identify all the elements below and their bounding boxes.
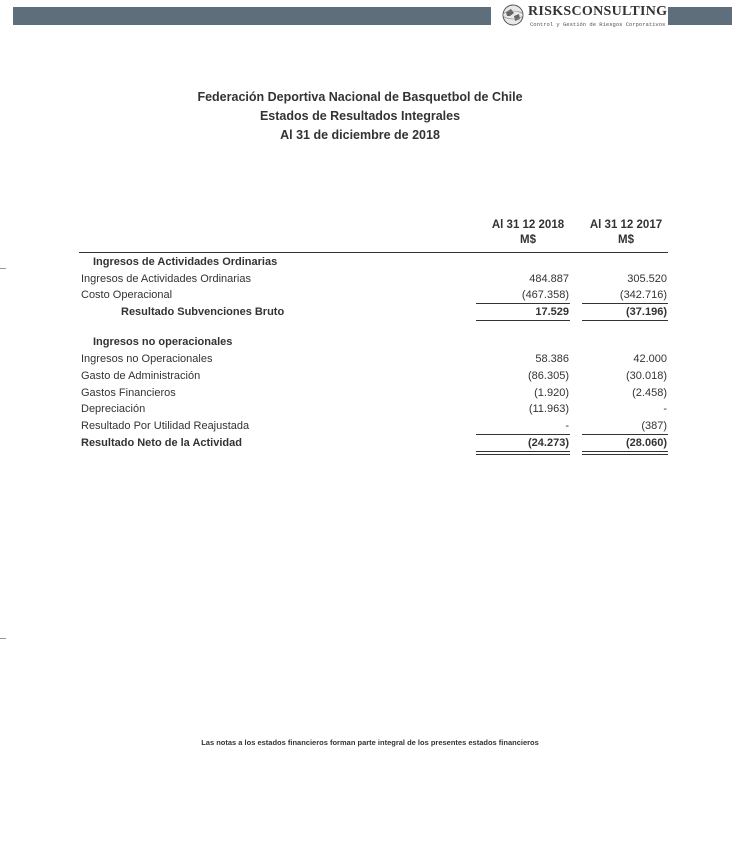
total-double-rule-2017-b [582, 454, 668, 455]
column-header-2017 [583, 218, 669, 248]
title-date: Al 31 de diciembre de 2018 [280, 128, 440, 142]
row-value-2018: (1.920) [534, 387, 569, 399]
row-label: Gasto de Administración [81, 370, 201, 382]
logo-tagline: Control y Gestión de Riesgos Corporativos [530, 21, 666, 28]
globe-icon [502, 4, 524, 26]
row-label: Ingresos no Operacionales [81, 353, 213, 365]
subtotal-value-2017: (37.196) [626, 306, 667, 318]
total-rule-2017 [582, 434, 668, 435]
row-value-2017: (2.458) [632, 387, 667, 399]
row-label: Gastos Financieros [81, 387, 176, 399]
column-date: Al 31 12 2018 [491, 219, 565, 231]
total-double-rule-2018-b [476, 454, 570, 455]
row-value-2017: 305.520 [627, 273, 667, 285]
header-bar-left [13, 7, 491, 25]
row-value-2018: (11.963) [528, 403, 569, 415]
column-unit: M$ [520, 234, 536, 246]
total-double-rule-2017-a [582, 451, 668, 452]
subtotal-rule-2017 [582, 303, 668, 304]
row-label: Depreciación [81, 403, 146, 415]
logo-name: RISKSCONSULTING [528, 4, 668, 19]
row-value-2017: (387) [641, 420, 667, 432]
footer-note: Las notas a los estados financieros forman parte integral de los presentes estados financieros [201, 738, 539, 747]
subtotal-underline-2018 [476, 320, 570, 321]
total-rule-2018 [476, 434, 570, 435]
row-label: Ingresos de Actividades Ordinarias [81, 273, 251, 285]
section-heading: Ingresos de Actividades Ordinarias [93, 256, 278, 268]
header-divider [79, 252, 668, 253]
total-label: Resultado Neto de la Actividad [81, 437, 242, 449]
column-header-2018 [478, 218, 578, 248]
scan-edge-mark [0, 268, 6, 269]
row-value-2017: - [663, 403, 667, 415]
row-value-2018: 484.887 [529, 273, 569, 285]
total-value-2018: (24.273) [528, 437, 569, 449]
column-date: Al 31 12 2017 [589, 219, 663, 231]
document-title [140, 88, 580, 145]
section-heading: Ingresos no operacionales [93, 336, 233, 348]
row-value-2017: (342.716) [619, 289, 667, 301]
row-value-2017: (30.018) [626, 370, 667, 382]
total-value-2017: (28.060) [626, 437, 667, 449]
column-unit: M$ [618, 234, 634, 246]
row-value-2018: (467.358) [521, 289, 569, 301]
header-bar-right [668, 7, 732, 25]
title-organization: Federación Deportiva Nacional de Basquetbol de Chile [197, 90, 523, 104]
title-statement: Estados de Resultados Integrales [259, 109, 461, 123]
row-label: Resultado Por Utilidad Reajustada [81, 420, 250, 432]
row-value-2018: 58.386 [535, 353, 569, 365]
subtotal-rule-2018 [476, 303, 570, 304]
row-value-2018: (86.305) [528, 370, 569, 382]
company-logo [502, 2, 668, 32]
row-label: Costo Operacional [81, 289, 173, 301]
scan-edge-mark [0, 638, 6, 639]
subtotal-label: Resultado Subvenciones Bruto [121, 306, 285, 318]
row-value-2017: 42.000 [633, 353, 667, 365]
subtotal-underline-2017 [582, 320, 668, 321]
row-value-2018: - [565, 420, 569, 432]
total-double-rule-2018-a [476, 451, 570, 452]
subtotal-value-2018: 17.529 [535, 306, 569, 318]
